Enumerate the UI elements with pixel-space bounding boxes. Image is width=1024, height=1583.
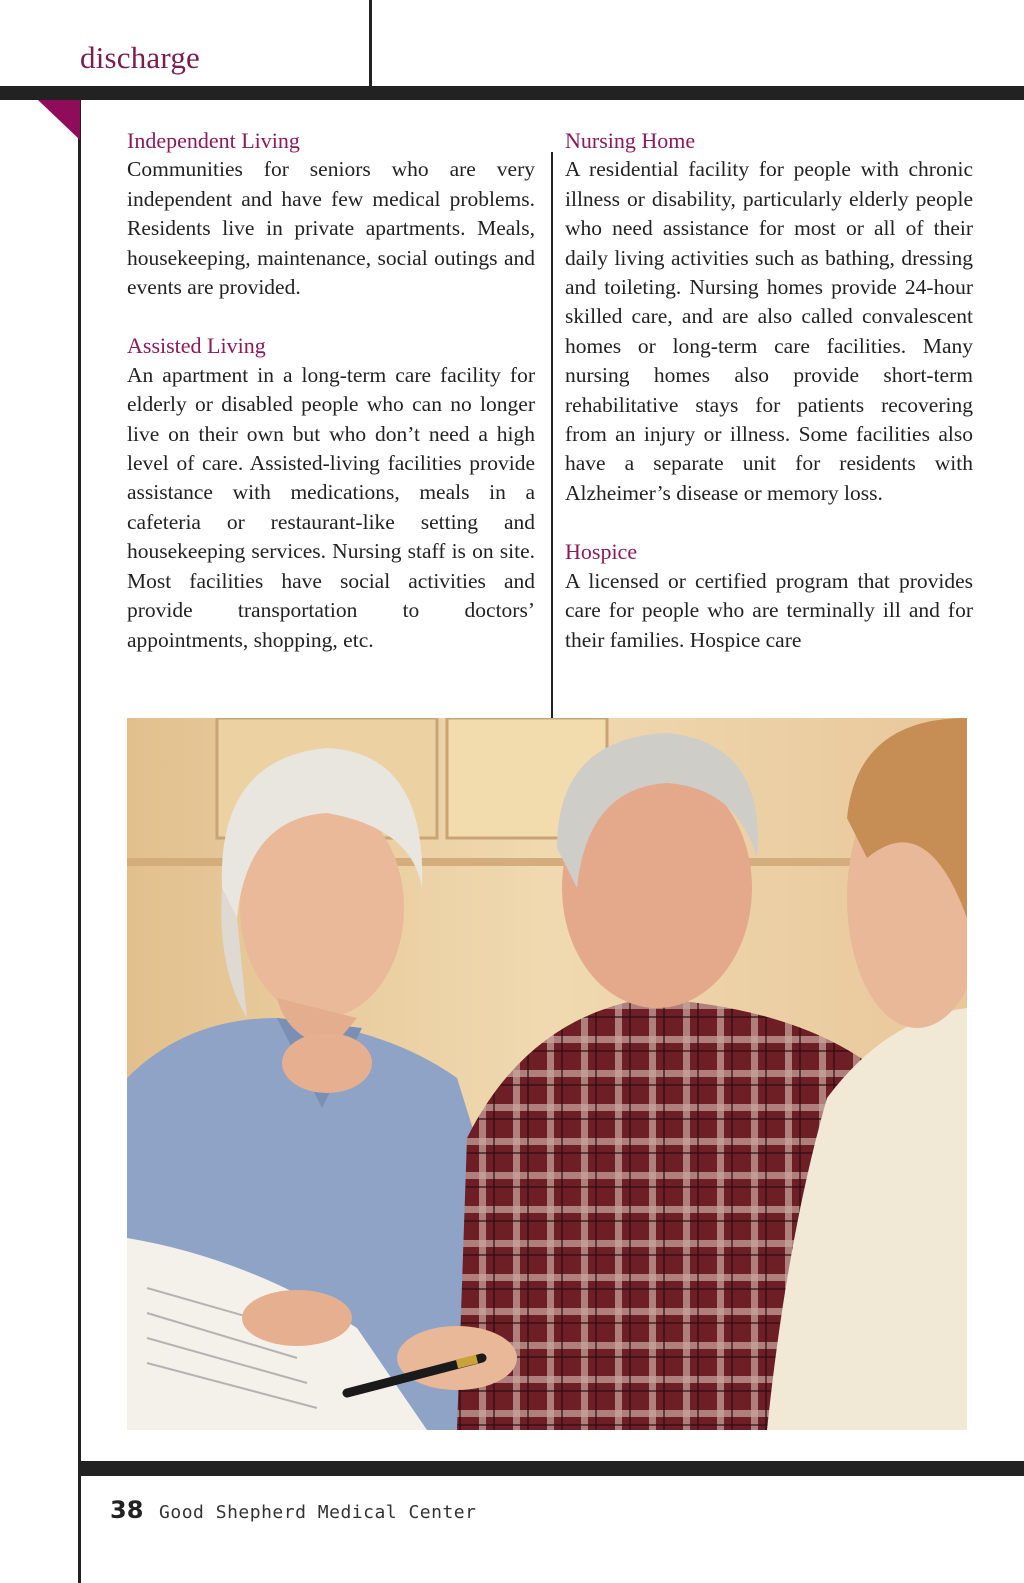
- entry-hospice: [565, 537, 973, 655]
- page-number: 38: [110, 1496, 144, 1524]
- entry-body: A residential facility for people with chronic illness or disability, particularly elderly people who need assistance for most or all of their daily living activities such as bathing, dressing and toileting. Nursing homes provide 24-hour skilled care, and are also called convalescent homes or long-term care facilities. Many nursing homes also provide short-term rehabilitative stays for patients recovering from an injury or illness. Some facilities also have a separate unit for residents with Alzheimer’s disease or memory loss.: [565, 157, 973, 505]
- entry-assisted-living: [127, 331, 535, 654]
- entry-independent-living: [127, 126, 535, 302]
- bottom-bar: [80, 1461, 1024, 1476]
- photo-illustration: [127, 718, 967, 1430]
- top-bar: [0, 86, 1024, 100]
- column-divider: [551, 152, 553, 718]
- header-divider: [369, 0, 372, 86]
- organization-name: Good Shepherd Medical Center: [159, 1502, 477, 1523]
- entry-heading: Nursing Home: [565, 128, 696, 153]
- section-title: discharge: [80, 40, 201, 75]
- left-column: [127, 126, 535, 684]
- page-footer: [110, 1496, 476, 1524]
- entry-body: An apartment in a long-term care facility for elderly or disabled people who can no longer live on their own but who don’t need a high level of care. Assisted-living facilities provide assistance with medications, meals in a cafeteria or restaurant-like setting and housekeeping services. Nursing staff is on site. Most facilities have social activities and provide transportation to doctors’ appointments, shopping, etc.: [127, 362, 535, 652]
- entry-heading: Assisted Living: [127, 333, 266, 359]
- entry-body: Communities for seniors who are very independent and have few medical problems. Residents live in private apartments. Meals, housekeeping, maintenance, social outings and events are provided.: [127, 157, 535, 300]
- corner-triangle: [38, 100, 80, 140]
- left-rule: [78, 100, 81, 1583]
- entry-nursing-home: [565, 126, 973, 508]
- right-column: [565, 126, 973, 684]
- entry-heading: Hospice: [565, 539, 638, 565]
- entry-heading: Independent Living: [127, 128, 300, 153]
- consultation-photo: [127, 718, 967, 1430]
- entry-body: A licensed or certified program that provides care for people who are terminally ill and for their families. Hospice care: [565, 568, 973, 652]
